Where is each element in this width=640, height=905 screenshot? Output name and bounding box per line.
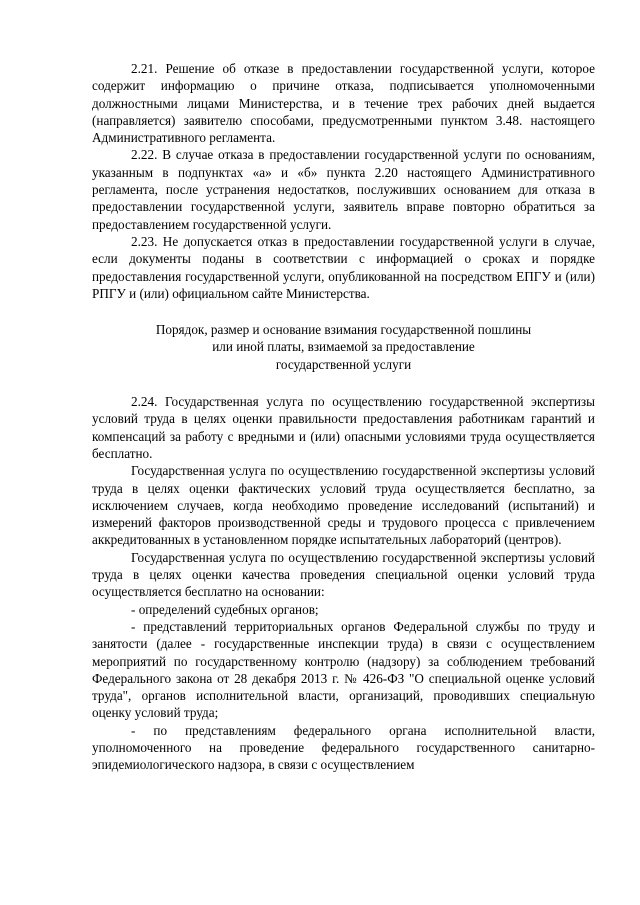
list-item-court-rulings: - определений судебных органов;: [131, 601, 319, 617]
paragraph-2-21: 2.21. Решение об отказе в предоставлении государственной услуги, которое содержит информацию о причине отказа, подписывается уполномоченными должностными лицами Министерства, и в течение трех рабочих дней выдается (направляется) заявителю способами, предусмотренными пунктом 3.48. настоящего Административного регламента.: [92, 61, 595, 146]
paragraph-2-22: 2.22. В случае отказа в предоставлении государственной услуги по основаниям, указанным в подпунктах «а» и «б» пункта 2.20 настоящего Административного регламента, после устранения недостатков, послуживших основанием для отказа в предоставлении государственной услуги, заявитель вправе повторно обратиться за предоставлением государственной услуги.: [92, 147, 595, 232]
paragraph-2-23: 2.23. Не допускается отказ в предоставлении государственной услуги в случае, если документы поданы в соответствии с информацией о сроках и порядке предоставления государственной услуги, опубликованной на посредством ЕПГУ и (или) РПГУ и (или) официальном сайте Министерства.: [92, 233, 595, 301]
heading-line-3: государственной услуги: [275, 356, 412, 372]
heading-line-2: или иной платы, взимаемой за предоставление: [212, 339, 475, 355]
paragraph-quality-assessment: Государственная услуга по осуществлению государственной экспертизы условий труда в целях оценки качества проведения специальной оценки условий труда осуществляется бесплатно на основании:: [92, 549, 595, 600]
list-item-labor-inspection: - представлений территориальных органов Федеральной службы по труду и занятости (далее - государственные инспекции труда) в связи с осуществлением мероприятий по государственному контролю (надзору) за соблюдением требований Федерального закона от 28 декабря 2013 г. № 426-ФЗ "О специальной оценке условий труда", органов исполнительной власти, организаций, проводивших специальную оценку условий труда;: [92, 618, 595, 721]
paragraph-2-24: 2.24. Государственная услуга по осуществлению государственной экспертизы условий труда в целях оценки правильности предоставления работникам гарантий и компенсаций за работу с вредными и (или) опасными условиями труда осуществляется бесплатно.: [92, 394, 595, 461]
list-item-federal-authority: - по представлениям федерального органа исполнительной власти, уполномоченного на проведение федерального государственного санитарно-эпидемиологического надзора, в связи с осуществлением: [92, 722, 595, 773]
paragraph-actual-conditions: Государственная услуга по осуществлению государственной экспертизы условий труда в целях оценки фактических условий труда осуществляется бесплатно, за исключением случаев, когда необходимо проведение исследований (испытаний) и измерений факторов производственной среды и трудового процесса с привлечением аккредитованных в установленном порядке испытательных лабораторий (центров).: [92, 463, 595, 548]
heading-line-1: Порядок, размер и основание взимания государственной пошлины: [155, 322, 532, 338]
document-page: [92, 60, 595, 774]
section-heading: [92, 321, 595, 373]
